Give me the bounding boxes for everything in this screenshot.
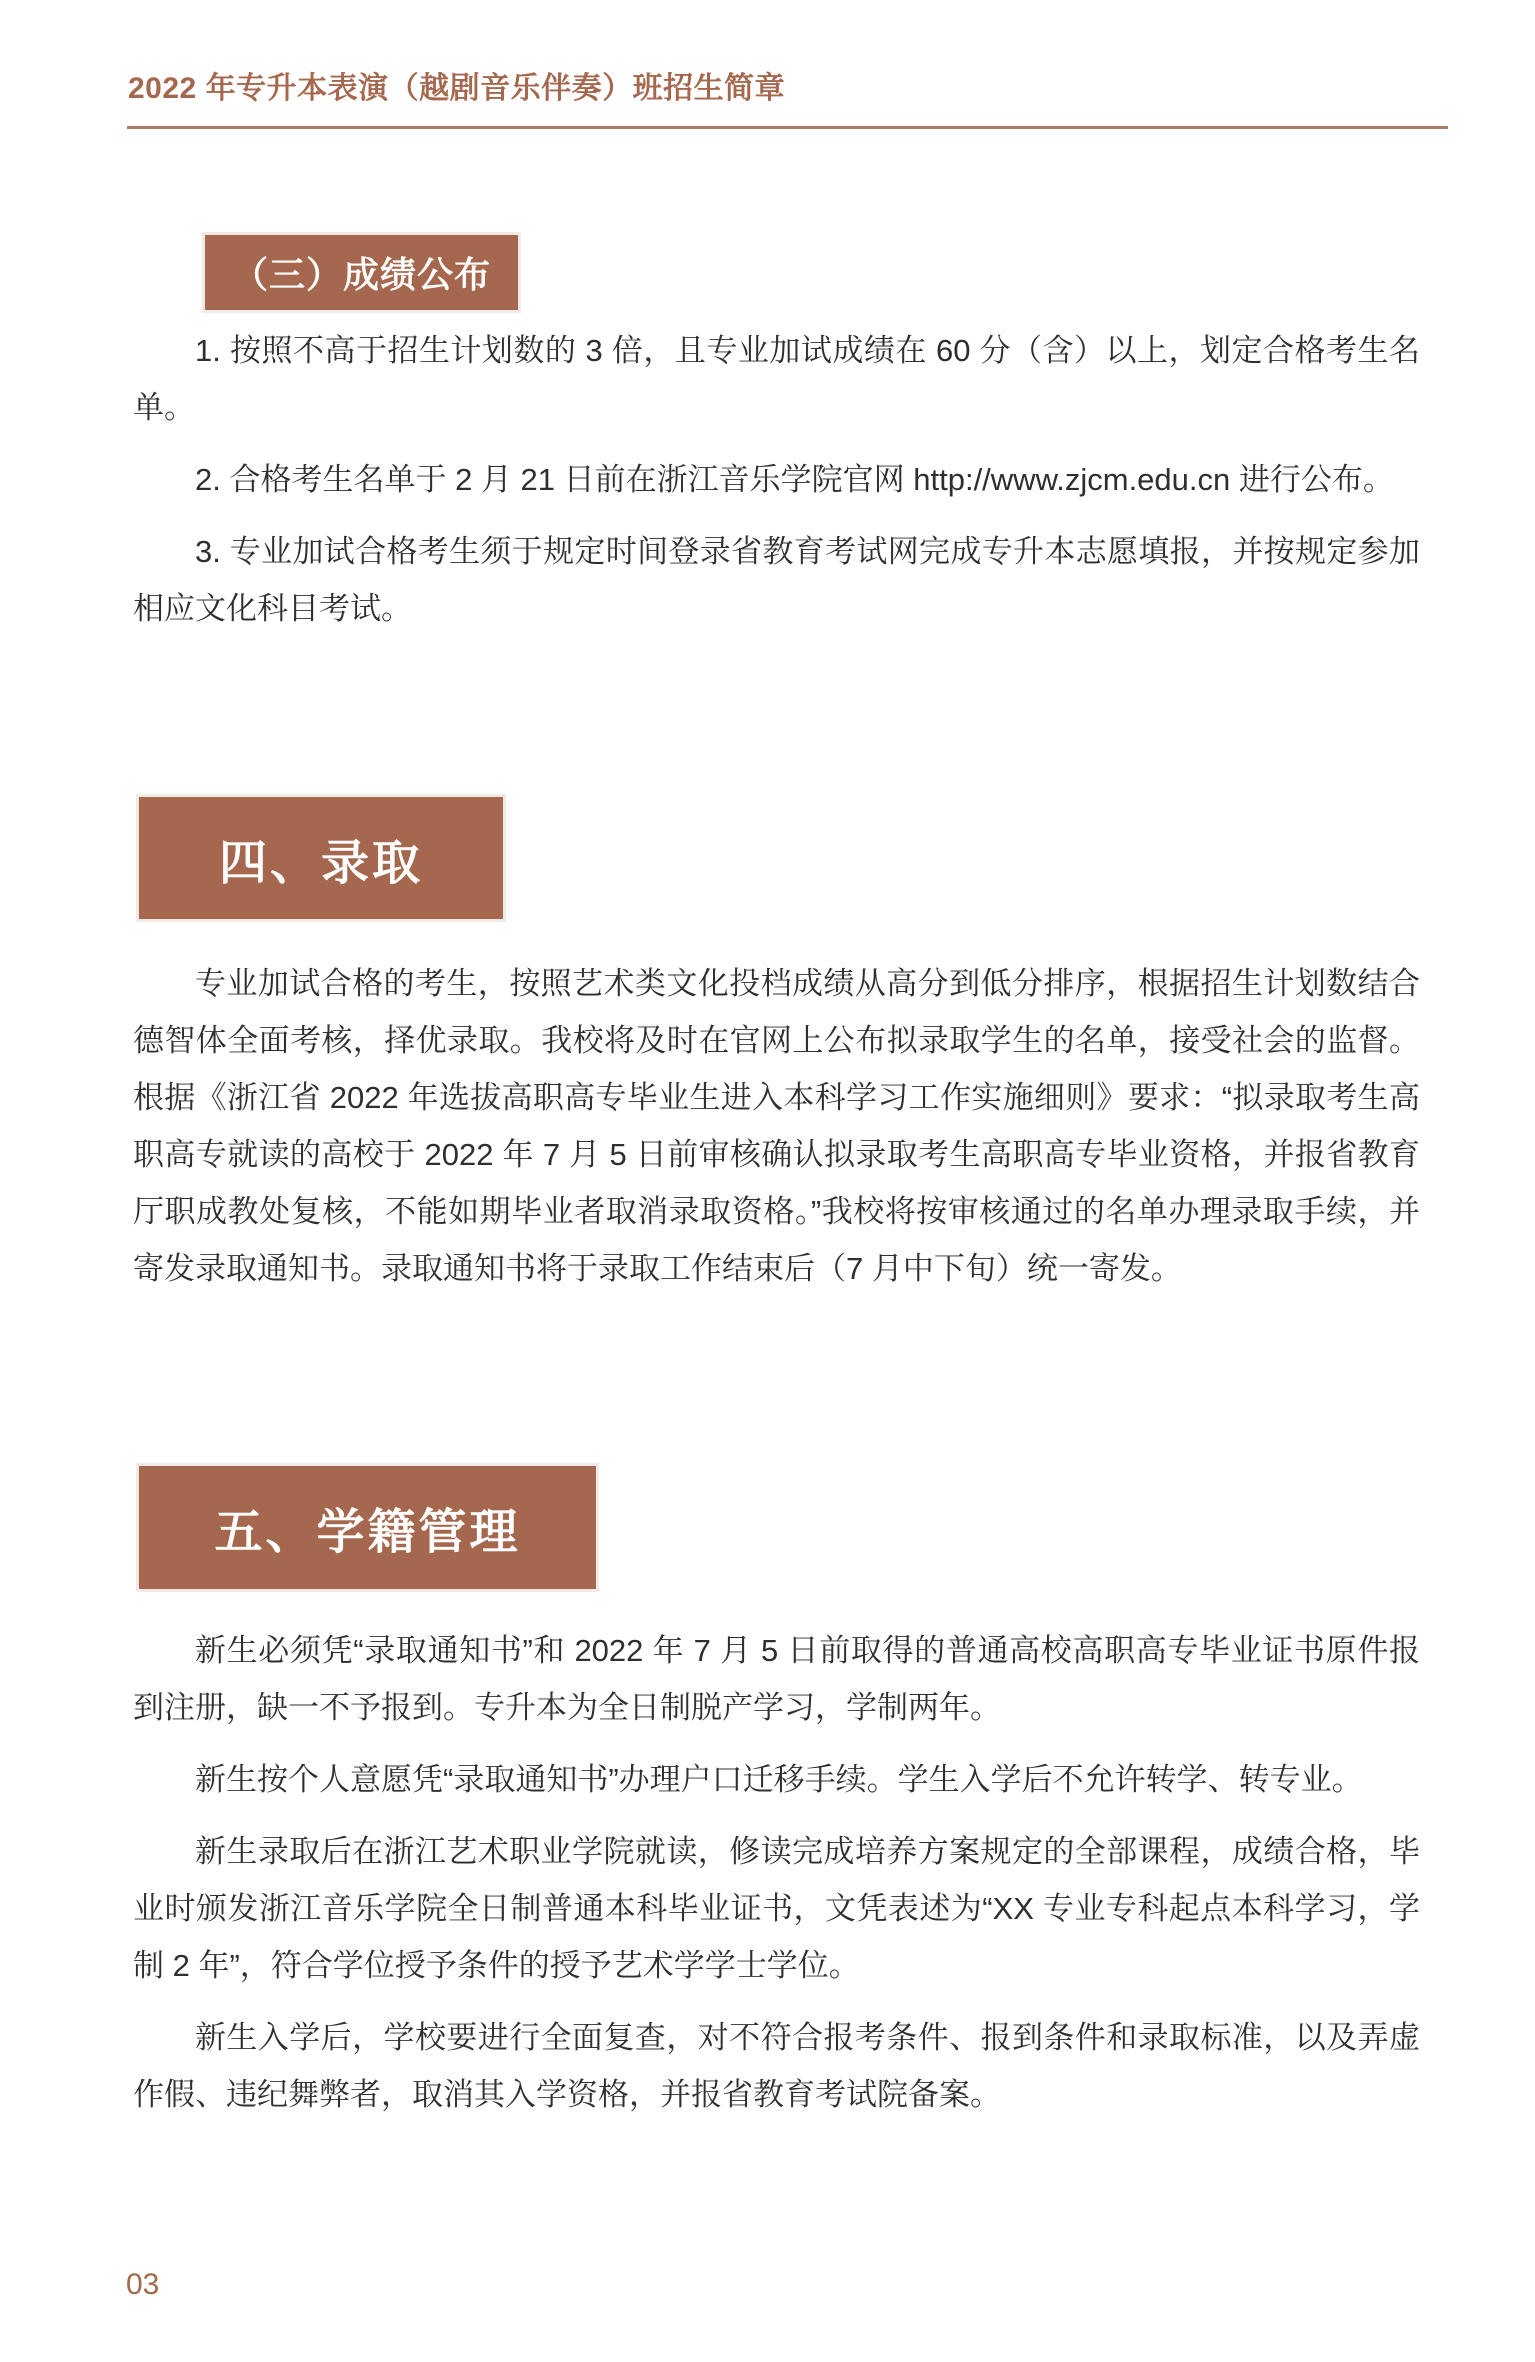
section-heading-score-publication	[205, 235, 518, 310]
paragraph: 新生必须凭“录取通知书”和 2022 年 7 月 5 日前取得的普通高校高职高专毕业证书原件报到注册，缺一不予报到。专升本为全日制脱产学习，学制两年。	[133, 1633, 1420, 1725]
paragraph: 2. 合格考生名单于 2 月 21 日前在浙江音乐学院官网 http://www.zjcm.edu.cn 进行公布。	[195, 462, 1394, 497]
paragraph: 3. 专业加试合格考生须于规定时间登录省教育考试网完成专升本志愿填报，并按规定参加相应文化科目考试。	[133, 534, 1420, 626]
paragraph: 1. 按照不高于招生计划数的 3 倍，且专业加试成绩在 60 分（含）以上，划定合格考生名单。	[133, 333, 1420, 425]
section-admission-body	[133, 955, 1420, 1312]
section-heading-label: 四、录取	[218, 834, 423, 891]
paragraph: 新生按个人意愿凭“录取通知书”办理户口迁移手续。学生入学后不允许转学、转专业。	[195, 1762, 1363, 1797]
section-heading-label: （三）成绩公布	[231, 254, 491, 295]
page-number: 03	[126, 2268, 160, 2301]
section-heading-label: 五、学籍管理	[214, 1504, 521, 1560]
section-score-publication-body	[133, 322, 1420, 652]
paragraph: 专业加试合格的考生，按照艺术类文化投档成绩从高分到低分排序，根据招生计划数结合德智体全面考核，择优录取。我校将及时在官网上公布拟录取学生的名单，接受社会的监督。根据《浙江省 2022 年选拔高职高专毕业生进入本科学习工作实施细则》要求：“拟录取考生高职高专就读的高校于 2022 年 7 月 5 日前审核确认拟录取考生高职高专毕业资格，并报省教育厅职成教处复核，不能如期毕业者取消录取资格。”我校将按审核通过的名单办理录取手续，并寄发录取通知书。录取通知书将于录取工作结束后（7 月中下旬）统一寄发。	[133, 966, 1420, 1286]
section-student-status-body	[133, 1622, 1420, 2138]
section-heading-admission	[139, 797, 503, 919]
document-header-title: 2022 年专升本表演（越剧音乐伴奏）班招生简章	[128, 72, 786, 105]
paragraph: 新生录取后在浙江艺术职业学院就读，修读完成培养方案规定的全部课程，成绩合格，毕业时颁发浙江音乐学院全日制普通本科毕业证书，文凭表述为“XX 专业专科起点本科学习，学制 2 年”，符合学位授予条件的授予艺术学学士学位。	[133, 1834, 1420, 1983]
paragraph: 新生入学后，学校要进行全面复查，对不符合报考条件、报到条件和录取标准，以及弄虚作假、违纪舞弊者，取消其入学资格，并报省教育考试院备案。	[133, 2020, 1420, 2112]
section-heading-student-status	[139, 1466, 596, 1589]
header-divider-rule	[127, 126, 1448, 129]
